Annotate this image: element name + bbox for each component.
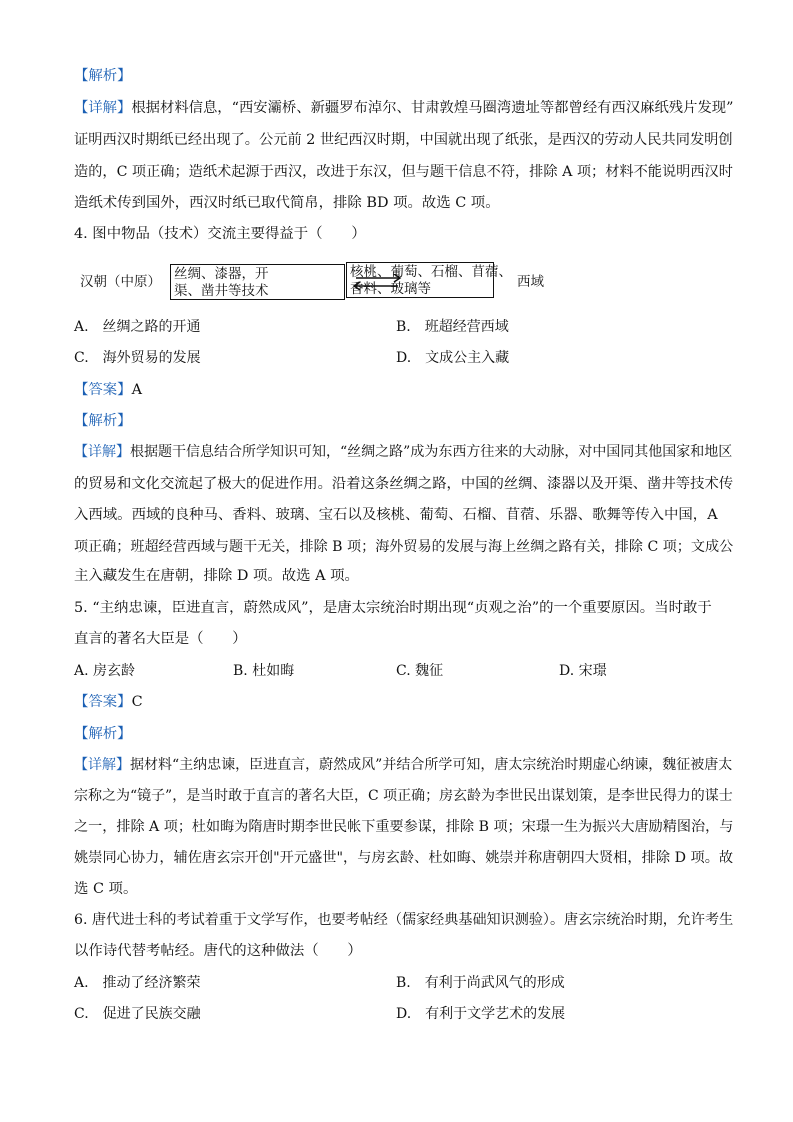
answer-line xyxy=(74,380,142,400)
detail-tag: 【详解】 xyxy=(74,757,130,773)
question-6-stem: 以作诗代替考帖经。唐代的这种做法（ ） xyxy=(74,943,362,959)
option-c[interactable]: C. 海外贸易的发展 xyxy=(74,350,201,366)
detail-line: 的贸易和文化交流起了极大的促进作用。沿着这条丝绸之路，中国的丝绸、漆器以及开渠、凿井等技术传 xyxy=(74,476,734,492)
detail-line: 项正确；班超经营西域与题干无关，排除 B 项；海外贸易的发展与海上丝绸之路有关，排除 C 项；文成公 xyxy=(74,539,734,555)
detail-line: 之一，排除 A 项；杜如晦为隋唐时期李世民帐下重要参谋，排除 B 项；宋璟一生为振兴大唐励精图治，与 xyxy=(74,819,734,835)
option-b[interactable]: B. 杜如晦 xyxy=(233,663,295,679)
detail-line xyxy=(74,98,733,118)
question-6-stem: 6. 唐代进士科的考试着重于文学写作，也要考帖经（儒家经典基础知识测验）。唐玄宗统治时期，允许考生 xyxy=(74,912,734,928)
detail-text: 根据题干信息结合所学知识可知，“丝绸之路”成为东西方往来的大动脉，对中国同其他国家和地区 xyxy=(130,444,733,460)
han-goods-box xyxy=(170,264,345,300)
detail-line: 姚崇同心协力，辅佐唐玄宗开创"开元盛世"，与房玄龄、杜如晦、姚崇并称唐朝四大贤相，排除 D 项。故 xyxy=(74,850,734,866)
detail-line xyxy=(74,755,732,775)
xiyu-label: 西域 xyxy=(517,274,544,290)
answer-value: A xyxy=(131,382,142,398)
detail-line: 选 C 项。 xyxy=(74,881,138,897)
detail-tag: 【详解】 xyxy=(74,100,132,116)
option-a[interactable]: A. 推动了经济繁荣 xyxy=(74,975,201,991)
option-a[interactable]: A. 房玄龄 xyxy=(74,663,136,679)
option-b[interactable]: B. 有利于尚武风气的形成 xyxy=(396,975,565,991)
question-5-stem: 直言的著名大臣是（ ） xyxy=(74,631,247,647)
analysis-tag: 【解析】 xyxy=(74,413,132,429)
analysis-tag: 【解析】 xyxy=(74,68,132,84)
answer-line xyxy=(74,692,143,712)
detail-line: 证明西汉时期纸已经出现了。公元前 2 世纪西汉时期，中国就出现了纸张，是西汉的劳动人民共同发明创 xyxy=(74,132,733,148)
answer-tag: 【答案】 xyxy=(74,382,132,398)
option-c[interactable]: C. 魏征 xyxy=(396,663,444,679)
option-d[interactable]: D. 有利于文学艺术的发展 xyxy=(396,1006,566,1022)
question-5-stem: 5. “主纳忠谏，臣进直言，蔚然成风”，是唐太宗统治时期出现“贞观之治”的一个重要原因。当时敢于 xyxy=(74,600,712,616)
xiyu-goods-line: 香料、玻璃等 xyxy=(350,281,431,297)
detail-text: 据材料“主纳忠谏，臣进直言，蔚然成风”并结合所学可知，唐太宗统治时期虚心纳谏，魏征被唐太 xyxy=(130,757,733,773)
han-label: 汉朝（中原） xyxy=(80,274,161,290)
option-c[interactable]: C. 促进了民族交融 xyxy=(74,1006,201,1022)
xiyu-goods-box xyxy=(346,262,512,298)
detail-tag: 【详解】 xyxy=(74,444,130,460)
answer-tag: 【答案】 xyxy=(74,694,132,710)
detail-line: 入西域。西域的良种马、香料、玻璃、宝石以及核桃、葡萄、石榴、苜蓿、乐器、歌舞等传入中国，A xyxy=(74,507,718,523)
exchange-diagram xyxy=(74,262,574,302)
detail-line xyxy=(74,442,732,462)
option-a[interactable]: A. 丝绸之路的开通 xyxy=(74,319,201,335)
detail-line: 主入藏发生在唐朝，排除 D 项。故选 A 项。 xyxy=(74,568,359,584)
option-d[interactable]: D. 宋璟 xyxy=(559,663,607,679)
han-goods-line: 丝绸、漆器，开 xyxy=(174,266,269,282)
answer-value: C xyxy=(131,694,143,710)
han-goods-line: 渠、凿井等技术 xyxy=(174,283,269,299)
detail-line: 宗称之为“镜子”，是当时敢于直言的著名大臣，C 项正确；房玄龄为李世民出谋划策，是李世民得力的谋士 xyxy=(74,788,733,804)
xiyu-goods-line: 核桃、葡萄、石榴、苜蓿、 xyxy=(350,264,512,280)
detail-line: 造的，C 项正确；造纸术起源于西汉，改进于东汉，但与题干信息不符，排除 A 项；材料不能说明西汉时 xyxy=(74,164,733,180)
detail-line: 造纸术传到国外，西汉时纸已取代简帛，排除 BD 项。故选 C 项。 xyxy=(74,195,500,211)
question-4-stem: 4. 图中物品（技术）交流主要得益于（ ） xyxy=(74,226,366,242)
detail-text: 根据材料信息，“西安灞桥、新疆罗布淖尔、甘肃敦煌马圈湾遗址等都曾经有西汉麻纸残片发现” xyxy=(131,100,734,116)
analysis-tag: 【解析】 xyxy=(74,726,132,742)
option-d[interactable]: D. 文成公主入藏 xyxy=(396,350,510,366)
option-b[interactable]: B. 班超经营西域 xyxy=(396,319,509,335)
